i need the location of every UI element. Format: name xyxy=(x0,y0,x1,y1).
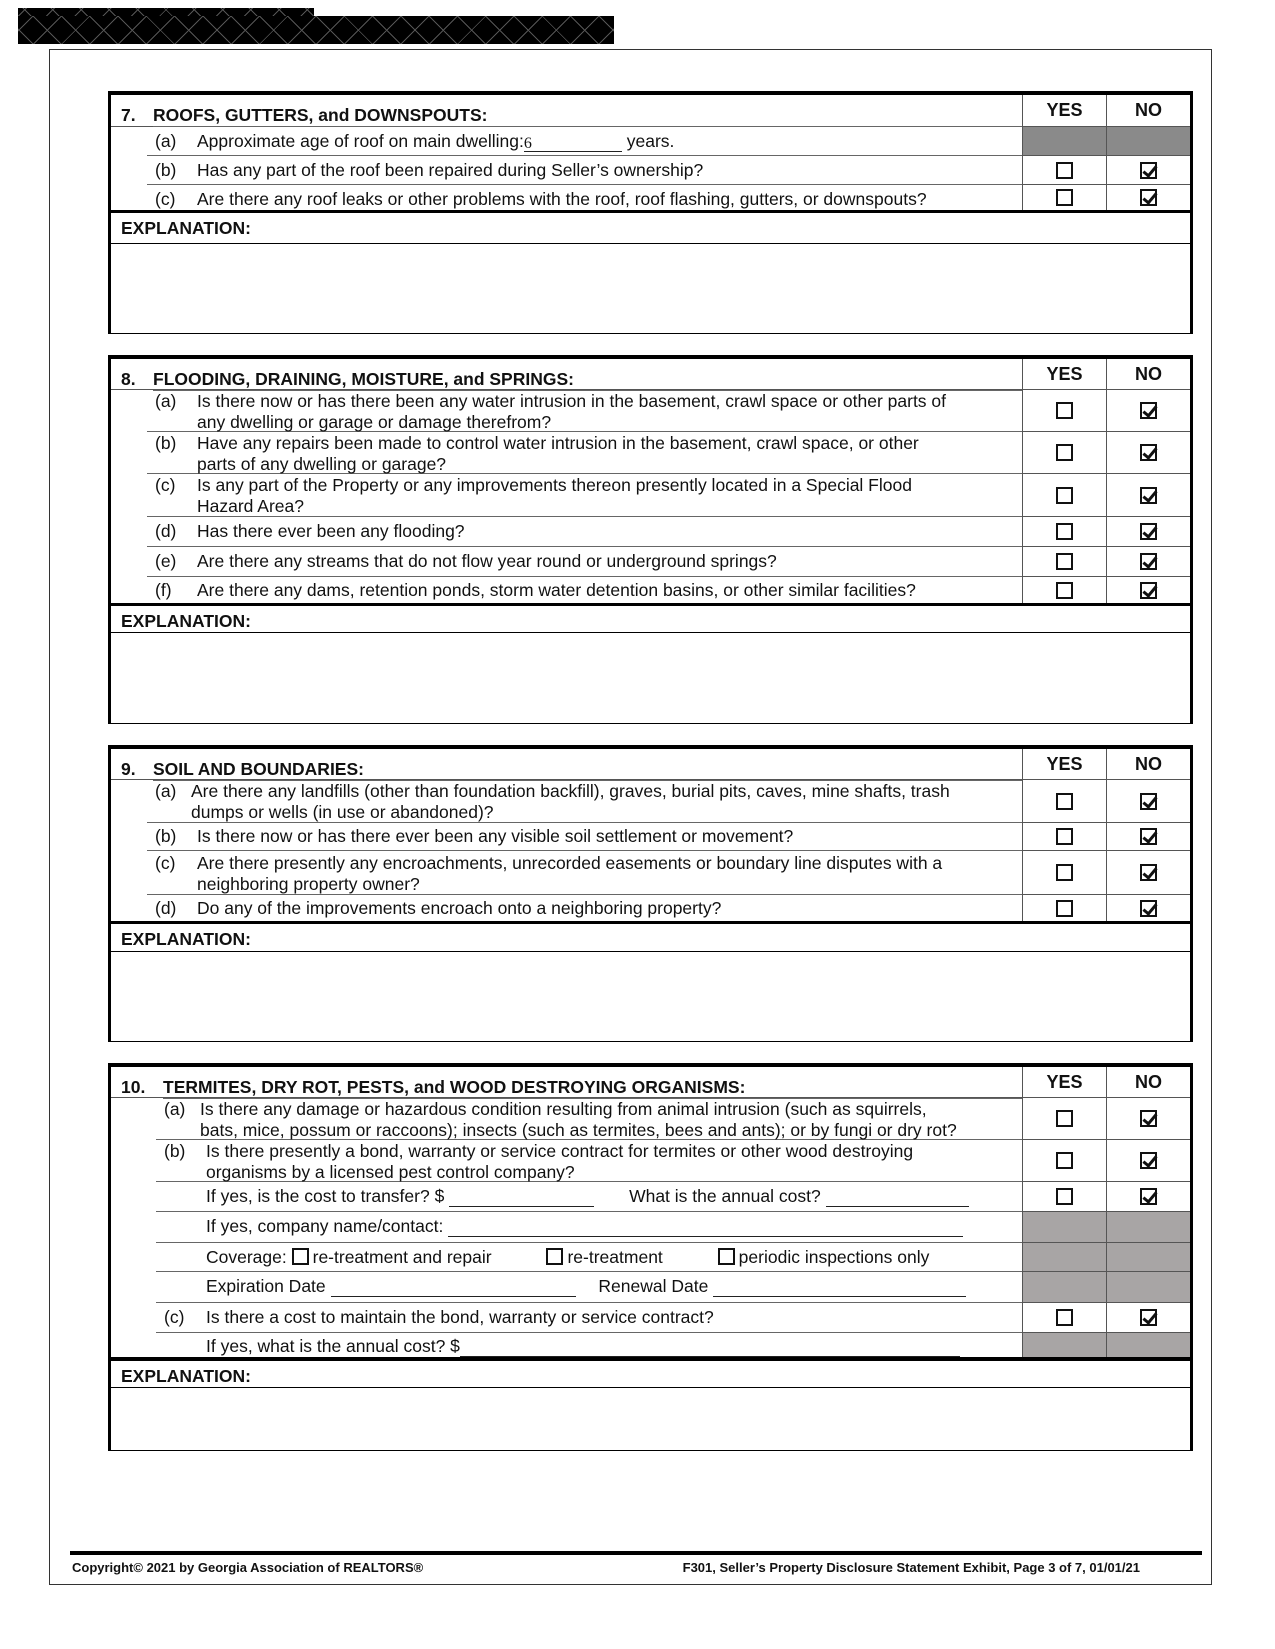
yes-cell-disabled xyxy=(1022,127,1106,156)
no-cell-disabled xyxy=(1106,1243,1190,1272)
section-title: SOIL AND BOUNDARIES: xyxy=(153,759,1022,781)
explanation-9-textarea[interactable] xyxy=(108,951,1193,1042)
question-9d: (d) Do any of the improvements encroach onto a neighboring property? xyxy=(155,898,722,918)
no-cell-disabled xyxy=(1106,1333,1190,1357)
checkbox-8b-no[interactable] xyxy=(1140,444,1157,461)
no-header: NO xyxy=(1106,95,1190,127)
question-7b: (b) Has any part of the roof been repaired during Seller’s ownership? xyxy=(147,156,1022,185)
annual-cost-field[interactable] xyxy=(826,1188,969,1207)
coverage-retreatment-repair-checkbox[interactable] xyxy=(292,1248,309,1265)
coverage-row: Coverage: re-treatment and repair re-treatment periodic inspections only xyxy=(156,1243,1022,1272)
checkbox-10b-yes[interactable] xyxy=(1056,1152,1073,1169)
no-header: NO xyxy=(1106,1067,1190,1098)
checkbox-8c-yes[interactable] xyxy=(1056,487,1073,504)
checkbox-10a-yes[interactable] xyxy=(1056,1110,1073,1127)
question-10b: (b) Is there presently a bond, warranty or service contract for termites or other wood destroying organisms by a licensed pest control company? xyxy=(156,1140,1022,1182)
checkbox-8a-no[interactable] xyxy=(1140,402,1157,419)
explanation-8-textarea[interactable] xyxy=(108,632,1193,724)
question-8c: (c) Is any part of the Property or any improvements thereon presently located in a Special Flood Hazard Area? xyxy=(147,474,1022,517)
yes-cell-disabled xyxy=(1022,1243,1106,1272)
checkbox-9d-yes[interactable] xyxy=(1056,900,1073,917)
section-soil xyxy=(108,745,1193,954)
yes-header: YES xyxy=(1022,1067,1106,1098)
question-8d: (d) Has there ever been any flooding? xyxy=(147,517,1022,547)
question-9c: (c) Are there presently any encroachments, unrecorded easements or boundary line disputes with a neighboring property owner? xyxy=(147,851,1022,895)
checkbox-10b-transfer-no[interactable] xyxy=(1140,1188,1157,1205)
explanation-label: EXPLANATION: xyxy=(121,1366,251,1386)
no-header: NO xyxy=(1106,359,1190,390)
maintenance-annual-cost-field[interactable] xyxy=(460,1338,960,1357)
question-10a: (a) Is there any damage or hazardous condition resulting from animal intrusion (such as squirrels, bats, mice, possum or raccoons); insects (such as termites, bees and ants); or by fungi or dry rot? xyxy=(156,1098,1022,1140)
renewal-date-field[interactable] xyxy=(713,1278,966,1297)
checkbox-8f-yes[interactable] xyxy=(1056,582,1073,599)
checkbox-10a-no[interactable] xyxy=(1140,1110,1157,1127)
checkbox-8b-yes[interactable] xyxy=(1056,444,1073,461)
redacted-header xyxy=(18,16,614,44)
question-8f: (f) Are there any dams, retention ponds, storm water detention basins, or other similar facilities? xyxy=(155,580,916,600)
section-title: FLOODING, DRAINING, MOISTURE, and SPRINGS: xyxy=(153,369,1022,391)
checkbox-9a-no[interactable] xyxy=(1140,793,1157,810)
checkbox-10c-no[interactable] xyxy=(1140,1309,1157,1326)
no-cell-disabled xyxy=(1106,1272,1190,1303)
question-8a: (a) Is there now or has there been any water intrusion in the basement, crawl space or other parts of any dwelling or garage or damage therefrom? xyxy=(147,390,1022,432)
yes-header: YES xyxy=(1022,359,1106,390)
section-roofs xyxy=(108,91,1193,243)
no-header: NO xyxy=(1106,749,1190,780)
section-number: 9. xyxy=(121,759,136,779)
coverage-periodic-inspections-checkbox[interactable] xyxy=(718,1248,735,1265)
checkbox-8e-yes[interactable] xyxy=(1056,553,1073,570)
checkbox-9b-yes[interactable] xyxy=(1056,828,1073,845)
explanation-7-textarea[interactable] xyxy=(108,243,1193,334)
section-flooding xyxy=(108,355,1193,636)
yes-cell-disabled xyxy=(1022,1272,1106,1303)
transfer-cost-field[interactable] xyxy=(449,1188,594,1207)
question-8b: (b) Have any repairs been made to control water intrusion in the basement, crawl space, or other parts of any dwelling or garage? xyxy=(147,432,1022,474)
checkbox-9c-no[interactable] xyxy=(1140,864,1157,881)
checkbox-9a-yes[interactable] xyxy=(1056,793,1073,810)
company-contact-field[interactable] xyxy=(448,1218,963,1237)
explanation-10-textarea[interactable] xyxy=(108,1387,1193,1451)
question-7a: (a) Approximate age of roof on main dwelling:6 years. xyxy=(147,127,1022,156)
question-7c: (c) Are there any roof leaks or other problems with the roof, roof flashing, gutters, or downspouts? xyxy=(155,189,927,209)
question-9b: (b) Is there now or has there ever been any visible soil settlement or movement? xyxy=(147,823,1022,851)
dates-row: Expiration Date Renewal Date xyxy=(156,1272,1022,1303)
footer-rule xyxy=(70,1551,1202,1555)
checkbox-7c-no[interactable] xyxy=(1140,189,1157,206)
section-number: 7. xyxy=(121,105,136,125)
form-id: F301, Seller’s Property Disclosure Statement Exhibit, Page 3 of 7, 01/01/21 xyxy=(682,1560,1140,1575)
checkbox-9d-no[interactable] xyxy=(1140,900,1157,917)
checkbox-7b-yes[interactable] xyxy=(1056,162,1073,179)
no-cell-disabled xyxy=(1106,127,1190,156)
yes-cell-disabled xyxy=(1022,1212,1106,1243)
section-number: 8. xyxy=(121,369,136,389)
question-10c: (c) Is there a cost to maintain the bond, warranty or service contract? xyxy=(156,1303,1022,1333)
checkbox-7b-no[interactable] xyxy=(1140,162,1157,179)
question-10b-transfer: If yes, is the cost to transfer? $ What is the annual cost? xyxy=(156,1182,1022,1212)
yes-header: YES xyxy=(1022,749,1106,780)
checkbox-9c-yes[interactable] xyxy=(1056,864,1073,881)
explanation-label: EXPLANATION: xyxy=(121,218,251,238)
checkbox-10c-yes[interactable] xyxy=(1056,1309,1073,1326)
explanation-label: EXPLANATION: xyxy=(121,611,251,631)
checkbox-9b-no[interactable] xyxy=(1140,828,1157,845)
copyright: Copyright© 2021 by Georgia Association of REALTORS® xyxy=(72,1560,424,1575)
company-contact-row: If yes, company name/contact: xyxy=(156,1212,1022,1243)
checkbox-8f-no[interactable] xyxy=(1140,582,1157,599)
coverage-retreatment-checkbox[interactable] xyxy=(546,1248,563,1265)
question-9a: (a) Are there any landfills (other than foundation backfill), graves, burial pits, caves, mine shafts, trash dumps or wells (in use or abandoned)? xyxy=(147,780,1022,823)
roof-age-field[interactable]: 6 xyxy=(524,133,622,152)
yes-header: YES xyxy=(1022,95,1106,127)
section-title: ROOFS, GUTTERS, and DOWNSPOUTS: xyxy=(153,105,1022,127)
section-termites xyxy=(108,1063,1193,1391)
expiration-date-field[interactable] xyxy=(331,1278,576,1297)
no-cell-disabled xyxy=(1106,1212,1190,1243)
checkbox-8c-no[interactable] xyxy=(1140,487,1157,504)
checkbox-8d-yes[interactable] xyxy=(1056,523,1073,540)
checkbox-8a-yes[interactable] xyxy=(1056,402,1073,419)
checkbox-8d-no[interactable] xyxy=(1140,523,1157,540)
yes-cell-disabled xyxy=(1022,1333,1106,1357)
checkbox-7c-yes[interactable] xyxy=(1056,189,1073,206)
checkbox-8e-no[interactable] xyxy=(1140,553,1157,570)
question-8e: (e) Are there any streams that do not flow year round or underground springs? xyxy=(147,547,1022,577)
section-number: 10. xyxy=(121,1077,146,1097)
checkbox-10b-no[interactable] xyxy=(1140,1152,1157,1169)
question-10c-annual: If yes, what is the annual cost? $ xyxy=(156,1333,1022,1357)
checkbox-10b-transfer-yes[interactable] xyxy=(1056,1188,1073,1205)
section-title: TERMITES, DRY ROT, PESTS, and WOOD DESTROYING ORGANISMS: xyxy=(163,1077,1022,1099)
explanation-label: EXPLANATION: xyxy=(121,929,251,949)
